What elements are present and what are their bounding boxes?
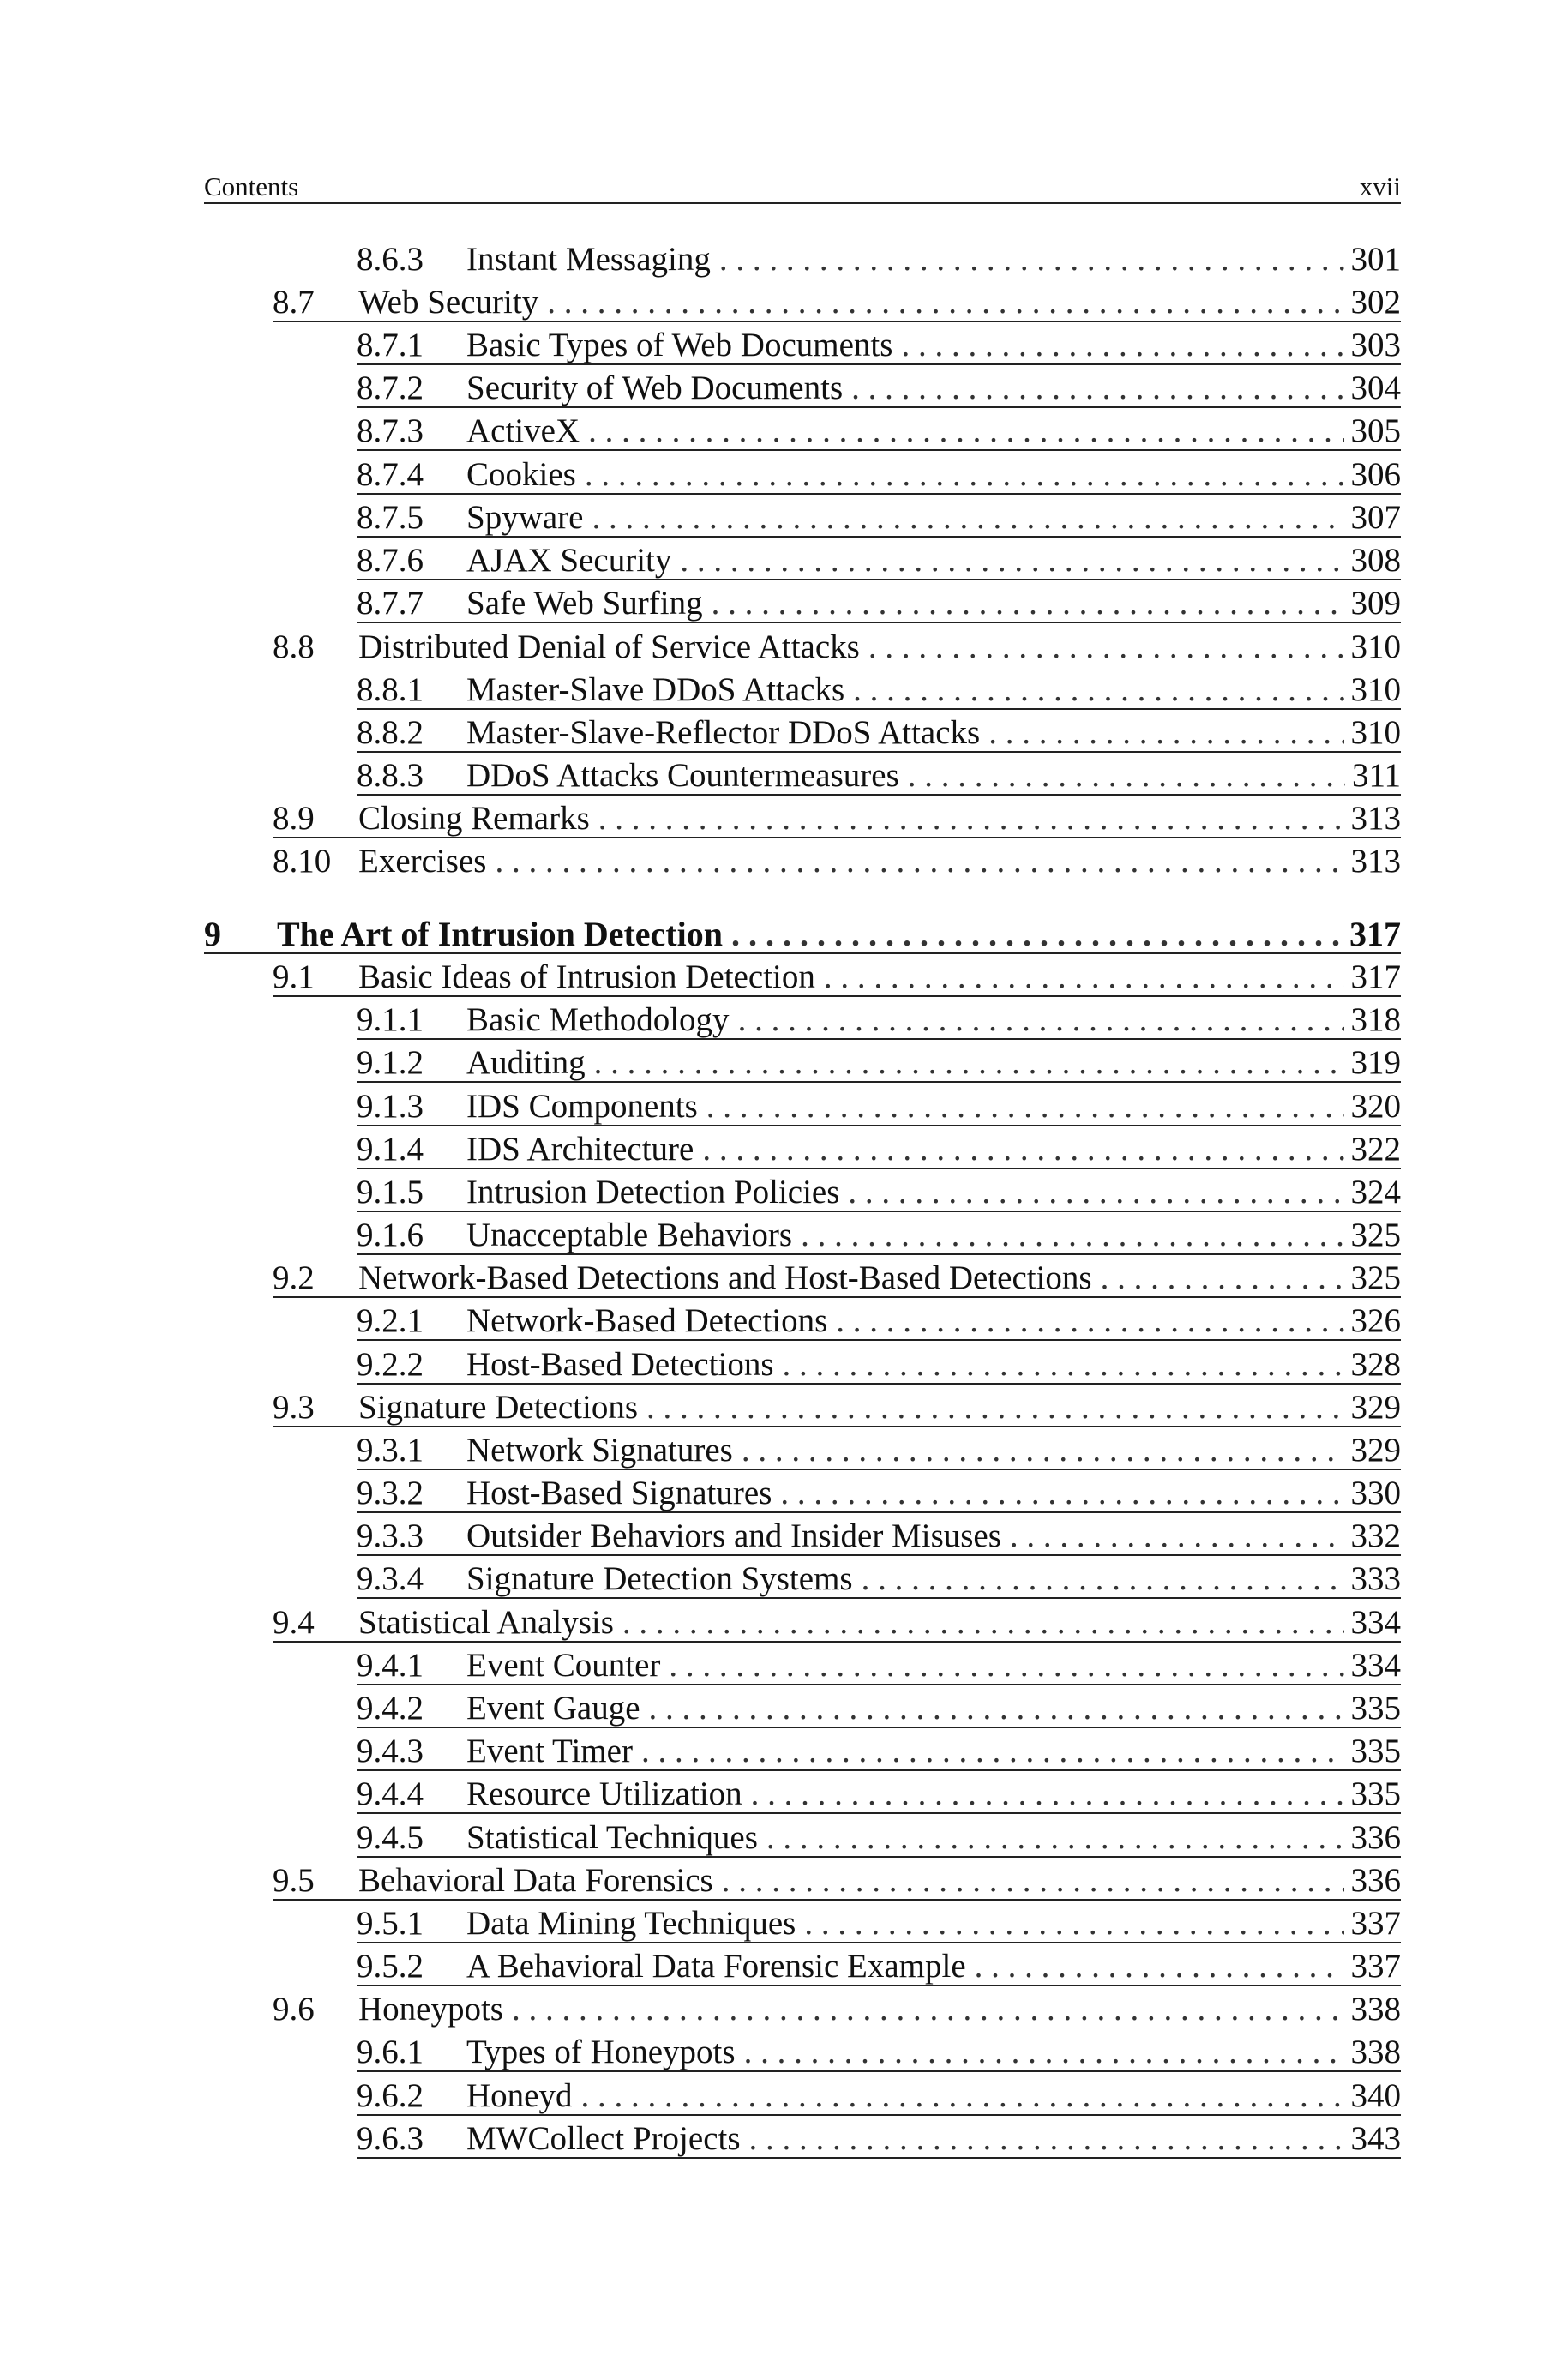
toc-entry-page: 317 [1350, 958, 1401, 995]
toc-subsection-entry[interactable] [357, 2031, 1401, 2074]
toc-subsection-entry[interactable] [357, 1300, 1401, 1343]
page-number: xvii [1359, 171, 1401, 201]
toc-entry-number: 9.6 [273, 1991, 315, 2028]
toc-entry-title: Event Gauge [466, 1690, 640, 1727]
toc-entry-number: 9.5 [273, 1862, 315, 1899]
toc-entry-number: 9.6.3 [357, 2120, 424, 2157]
toc-entry-title: Signature Detection Systems [466, 1560, 853, 1597]
toc-entry-title: IDS Components [466, 1088, 698, 1125]
toc-subsection-entry[interactable] [357, 669, 1401, 712]
toc-entry-number: 9.4.2 [357, 1690, 424, 1727]
toc-subsection-entry[interactable] [357, 454, 1401, 496]
toc-entry-number: 9.2 [273, 1259, 315, 1296]
dot-leader [1010, 1515, 1344, 1558]
dot-leader [649, 1687, 1344, 1730]
toc-subsection-entry[interactable] [357, 1085, 1401, 1128]
toc-entry-page: 335 [1350, 1733, 1401, 1769]
toc-entry-title: Network Signatures [466, 1432, 733, 1469]
dot-leader [719, 238, 1344, 281]
toc-entry-page: 329 [1350, 1389, 1401, 1426]
dot-leader [588, 410, 1343, 453]
toc-entry-page: 307 [1350, 499, 1401, 536]
toc-subsection-entry[interactable] [357, 1730, 1401, 1773]
toc-entry-number: 8.7.4 [357, 456, 424, 493]
dot-leader [641, 1730, 1344, 1773]
dot-leader [680, 539, 1343, 582]
dot-leader [722, 1859, 1344, 1902]
toc-entry-number: 8.9 [273, 800, 315, 837]
dot-leader [594, 1042, 1344, 1084]
toc-subsection-entry[interactable] [357, 2118, 1401, 2160]
toc-subsection-entry[interactable] [357, 1515, 1401, 1558]
toc-entry-title: Unacceptable Behaviors [466, 1217, 793, 1253]
toc-entry-title: Web Security [358, 284, 539, 321]
toc-subsection-entry[interactable] [357, 1945, 1401, 1988]
toc-entry-title: Honeypots [358, 1991, 503, 2028]
toc-entry-number: 9.1.2 [357, 1044, 424, 1081]
toc-entry-page: 310 [1350, 628, 1401, 665]
dot-leader [512, 1988, 1344, 2031]
running-header-title: Contents [204, 171, 299, 201]
toc-section-entry[interactable] [273, 626, 1401, 669]
toc-subsection-entry[interactable] [357, 1042, 1401, 1084]
toc-subsection-entry[interactable] [357, 1128, 1401, 1171]
toc-subsection-entry[interactable] [357, 1817, 1401, 1859]
toc-entry-title: ActiveX [466, 412, 580, 449]
toc-entry-title: Master-Slave-Reflector DDoS Attacks [466, 714, 981, 751]
toc-entry-number: 9.1.5 [357, 1174, 424, 1211]
toc-section-entry[interactable] [273, 956, 1401, 999]
toc-entry-title: Resource Utilization [466, 1775, 742, 1812]
toc-subsection-entry[interactable] [357, 1343, 1401, 1386]
toc-entry-title: Basic Ideas of Intrusion Detection [358, 958, 815, 995]
toc-subsection-entry[interactable] [357, 1773, 1401, 1816]
toc-entry-page: 343 [1350, 2120, 1401, 2157]
toc-subsection-entry[interactable] [357, 324, 1401, 367]
toc-entry-number: 9.5.1 [357, 1905, 424, 1942]
toc-entry-page: 337 [1350, 1948, 1401, 1985]
dot-leader [862, 1558, 1344, 1601]
dot-leader [975, 1945, 1344, 1988]
toc-entry-title: A Behavioral Data Forensic Example [466, 1948, 966, 1985]
toc-subsection-entry[interactable] [357, 582, 1401, 625]
toc-entry-title: Behavioral Data Forensics [358, 1862, 713, 1899]
toc-entry-page: 319 [1350, 1044, 1401, 1081]
toc-entry-page: 301 [1350, 241, 1401, 278]
toc-entry-number: 9.3.2 [357, 1475, 424, 1511]
dot-leader [547, 281, 1343, 324]
toc-subsection-entry[interactable] [357, 1902, 1401, 1945]
toc-entry-number: 9.6.2 [357, 2077, 424, 2114]
toc-subsection-entry[interactable] [357, 496, 1401, 539]
dot-leader [780, 1472, 1343, 1515]
toc-entry-page: 318 [1350, 1001, 1401, 1038]
toc-entry-title: Basic Methodology [466, 1001, 730, 1038]
toc-entry-number: 9.5.2 [357, 1948, 424, 1985]
toc-entry-page: 325 [1350, 1217, 1401, 1253]
dot-leader [868, 626, 1344, 669]
toc-entry-page: 320 [1350, 1088, 1401, 1125]
toc-entry-title: Distributed Denial of Service Attacks [358, 628, 860, 665]
toc-entry-page: 302 [1350, 284, 1401, 321]
toc-section-entry[interactable] [273, 1257, 1401, 1300]
toc-entry-page: 336 [1350, 1862, 1401, 1899]
toc-entry-page: 303 [1350, 327, 1401, 363]
dot-leader [804, 1902, 1343, 1945]
toc-entry-number: 8.7.5 [357, 499, 424, 536]
dot-leader [766, 1817, 1344, 1859]
dot-leader [901, 324, 1343, 367]
toc-subsection-entry[interactable] [357, 1429, 1401, 1472]
toc-entry-title: Cookies [466, 456, 576, 493]
toc-entry-number: 8.8 [273, 628, 315, 665]
toc-entry-number: 9 [204, 915, 221, 953]
toc-entry-page: 338 [1350, 1991, 1401, 2028]
dot-leader [742, 1429, 1344, 1472]
toc-entry-page: 304 [1350, 369, 1401, 406]
dot-leader [988, 712, 1343, 754]
toc-entry-page: 306 [1350, 456, 1401, 493]
toc-subsection-entry[interactable] [357, 999, 1401, 1042]
toc-entry-title: Auditing [466, 1044, 586, 1081]
toc-entry-number: 9.1.1 [357, 1001, 424, 1038]
toc-subsection-entry[interactable] [357, 238, 1401, 281]
toc-entry-number: 9.3.1 [357, 1432, 424, 1469]
toc-entry-page: 334 [1350, 1604, 1401, 1641]
dot-leader [1101, 1257, 1344, 1300]
toc-entry-number: 8.7.3 [357, 412, 424, 449]
toc-entry-number: 9.6.1 [357, 2034, 424, 2070]
toc-subsection-entry[interactable] [357, 1687, 1401, 1730]
toc-entry-page: 324 [1350, 1174, 1401, 1211]
toc-entry-title: AJAX Security [466, 542, 672, 579]
toc-entry-page: 333 [1350, 1560, 1401, 1597]
dot-leader [824, 956, 1344, 999]
toc-entry-title: Statistical Analysis [358, 1604, 614, 1641]
toc-entry-page: 337 [1350, 1905, 1401, 1942]
toc-entry-number: 8.8.1 [357, 671, 424, 708]
toc-entry-page: 329 [1350, 1432, 1401, 1469]
toc-entry-number: 8.7.7 [357, 585, 424, 622]
toc-entry-title: Instant Messaging [466, 241, 711, 278]
toc-section-entry[interactable] [273, 1386, 1401, 1429]
toc-entry-page: 311 [1351, 757, 1401, 794]
toc-entry-title: Closing Remarks [358, 800, 590, 837]
dot-leader [749, 2118, 1344, 2160]
dot-leader [848, 1171, 1343, 1214]
dot-leader [706, 1085, 1344, 1128]
dot-leader [836, 1300, 1343, 1343]
toc-subsection-entry[interactable] [357, 1214, 1401, 1257]
dot-leader [738, 999, 1344, 1042]
toc-entry-title: Master-Slave DDoS Attacks [466, 671, 845, 708]
toc-entry-number: 9.1.3 [357, 1088, 424, 1125]
toc-entry-title: The Art of Intrusion Detection [277, 915, 723, 953]
toc-entry-number: 8.8.3 [357, 757, 424, 794]
toc-entry-page: 326 [1350, 1302, 1401, 1339]
toc-entry-number: 9.3.3 [357, 1517, 424, 1554]
toc-entry-page: 310 [1350, 671, 1401, 708]
toc-subsection-entry[interactable] [357, 712, 1401, 754]
toc-entry-page: 310 [1350, 714, 1401, 751]
toc-entry-number: 9.3 [273, 1389, 315, 1426]
toc-entry-number: 8.10 [273, 843, 332, 880]
toc-entry-number: 9.4 [273, 1604, 315, 1641]
dot-leader [585, 454, 1344, 496]
toc-subsection-entry[interactable] [357, 1558, 1401, 1601]
toc-section-entry[interactable] [273, 1988, 1401, 2031]
toc-entry-page: 309 [1350, 585, 1401, 622]
toc-entry-page: 325 [1350, 1259, 1401, 1296]
toc-entry-title: MWCollect Projects [466, 2120, 741, 2157]
dot-leader [853, 669, 1343, 712]
toc-chapter-entry[interactable] [204, 913, 1401, 956]
toc-entry-number: 9.1.4 [357, 1131, 424, 1168]
toc-entry-page: 335 [1350, 1775, 1401, 1812]
dot-leader [580, 2075, 1343, 2118]
toc-entry-page: 313 [1350, 843, 1401, 880]
toc-entry-page: 322 [1350, 1131, 1401, 1168]
toc-subsection-entry[interactable] [357, 1644, 1401, 1687]
toc-entry-number: 9.4.1 [357, 1647, 424, 1684]
toc-entry-title: Statistical Techniques [466, 1819, 758, 1856]
dot-leader [495, 840, 1343, 883]
toc-entry-number: 9.4.3 [357, 1733, 424, 1769]
toc-subsection-entry[interactable] [357, 1472, 1401, 1515]
toc-entry-number: 9.4.5 [357, 1819, 424, 1856]
toc-entry-number: 9.2.1 [357, 1302, 424, 1339]
dot-leader [744, 2031, 1344, 2074]
toc-entry-page: 336 [1350, 1819, 1401, 1856]
toc-entry-page: 305 [1350, 412, 1401, 449]
toc-entry-page: 332 [1350, 1517, 1401, 1554]
dot-leader [908, 754, 1345, 797]
toc-entry-number: 8.7 [273, 284, 315, 321]
toc-entry-number: 9.1 [273, 958, 315, 995]
toc-entry-number: 9.1.6 [357, 1217, 424, 1253]
toc-subsection-entry[interactable] [357, 2075, 1401, 2118]
toc-entry-page: 338 [1350, 2034, 1401, 2070]
dot-leader [598, 797, 1344, 840]
toc-entry-title: Event Counter [466, 1647, 661, 1684]
toc-section-entry[interactable] [273, 1601, 1401, 1644]
toc-subsection-entry[interactable] [357, 754, 1401, 797]
toc-section-entry[interactable] [273, 1859, 1401, 1902]
toc-entry-title: Spyware [466, 499, 584, 536]
toc-entry-title: Intrusion Detection Policies [466, 1174, 840, 1211]
toc-entry-title: Types of Honeypots [466, 2034, 736, 2070]
toc-entry-number: 9.2.2 [357, 1346, 424, 1383]
running-header [204, 171, 1401, 204]
dot-leader [731, 913, 1343, 956]
toc-section-entry[interactable] [273, 797, 1401, 840]
toc-entry-page: 340 [1350, 2077, 1401, 2114]
toc-entry-number: 9.4.4 [357, 1775, 424, 1812]
toc-entry-title: Host-Based Detections [466, 1346, 774, 1383]
toc-subsection-entry[interactable] [357, 539, 1401, 582]
dot-leader [622, 1601, 1344, 1644]
toc-subsection-entry[interactable] [357, 410, 1401, 453]
toc-entry-title: Event Timer [466, 1733, 633, 1769]
toc-entry-number: 8.7.6 [357, 542, 424, 579]
toc-entry-number: 8.7.1 [357, 327, 424, 363]
toc-entry-number: 8.7.2 [357, 369, 424, 406]
toc-entry-title: Basic Types of Web Documents [466, 327, 893, 363]
toc-entry-title: Data Mining Techniques [466, 1905, 796, 1942]
dot-leader [751, 1773, 1344, 1816]
toc-entry-title: DDoS Attacks Countermeasures [466, 757, 899, 794]
toc-entry-title: Security of Web Documents [466, 369, 844, 406]
dot-leader [801, 1214, 1343, 1257]
dot-leader [712, 582, 1344, 625]
toc-section-entry[interactable] [273, 840, 1401, 883]
toc-entry-title: Network-Based Detections [466, 1302, 828, 1339]
dot-leader [646, 1386, 1344, 1429]
toc-section-entry[interactable] [273, 281, 1401, 324]
toc-entry-number: 8.8.2 [357, 714, 424, 751]
toc-entry-title: Host-Based Signatures [466, 1475, 772, 1511]
toc-entry-number: 8.6.3 [357, 241, 424, 278]
toc-subsection-entry[interactable] [357, 1171, 1401, 1214]
toc-entry-number: 9.3.4 [357, 1560, 424, 1597]
toc-entry-page: 330 [1350, 1475, 1401, 1511]
dot-leader [702, 1128, 1343, 1171]
toc-entry-page: 317 [1349, 915, 1401, 953]
dot-leader [851, 367, 1343, 410]
toc-entry-page: 328 [1350, 1346, 1401, 1383]
dot-leader [592, 496, 1343, 539]
toc-entry-title: Network-Based Detections and Host-Based Detections [358, 1259, 1092, 1296]
toc-entry-title: Safe Web Surfing [466, 585, 703, 622]
toc-entry-title: IDS Architecture [466, 1131, 694, 1168]
toc-entry-page: 335 [1350, 1690, 1401, 1727]
dot-leader [669, 1644, 1343, 1687]
toc-entry-page: 334 [1350, 1647, 1401, 1684]
toc-entry-title: Exercises [358, 843, 487, 880]
toc-entry-page: 313 [1350, 800, 1401, 837]
toc-entry-title: Signature Detections [358, 1389, 638, 1426]
toc-entry-title: Outsider Behaviors and Insider Misuses [466, 1517, 1001, 1554]
toc-entry-page: 308 [1350, 542, 1401, 579]
toc-entry-title: Honeyd [466, 2077, 573, 2114]
dot-leader [783, 1343, 1344, 1386]
toc-subsection-entry[interactable] [357, 367, 1401, 410]
